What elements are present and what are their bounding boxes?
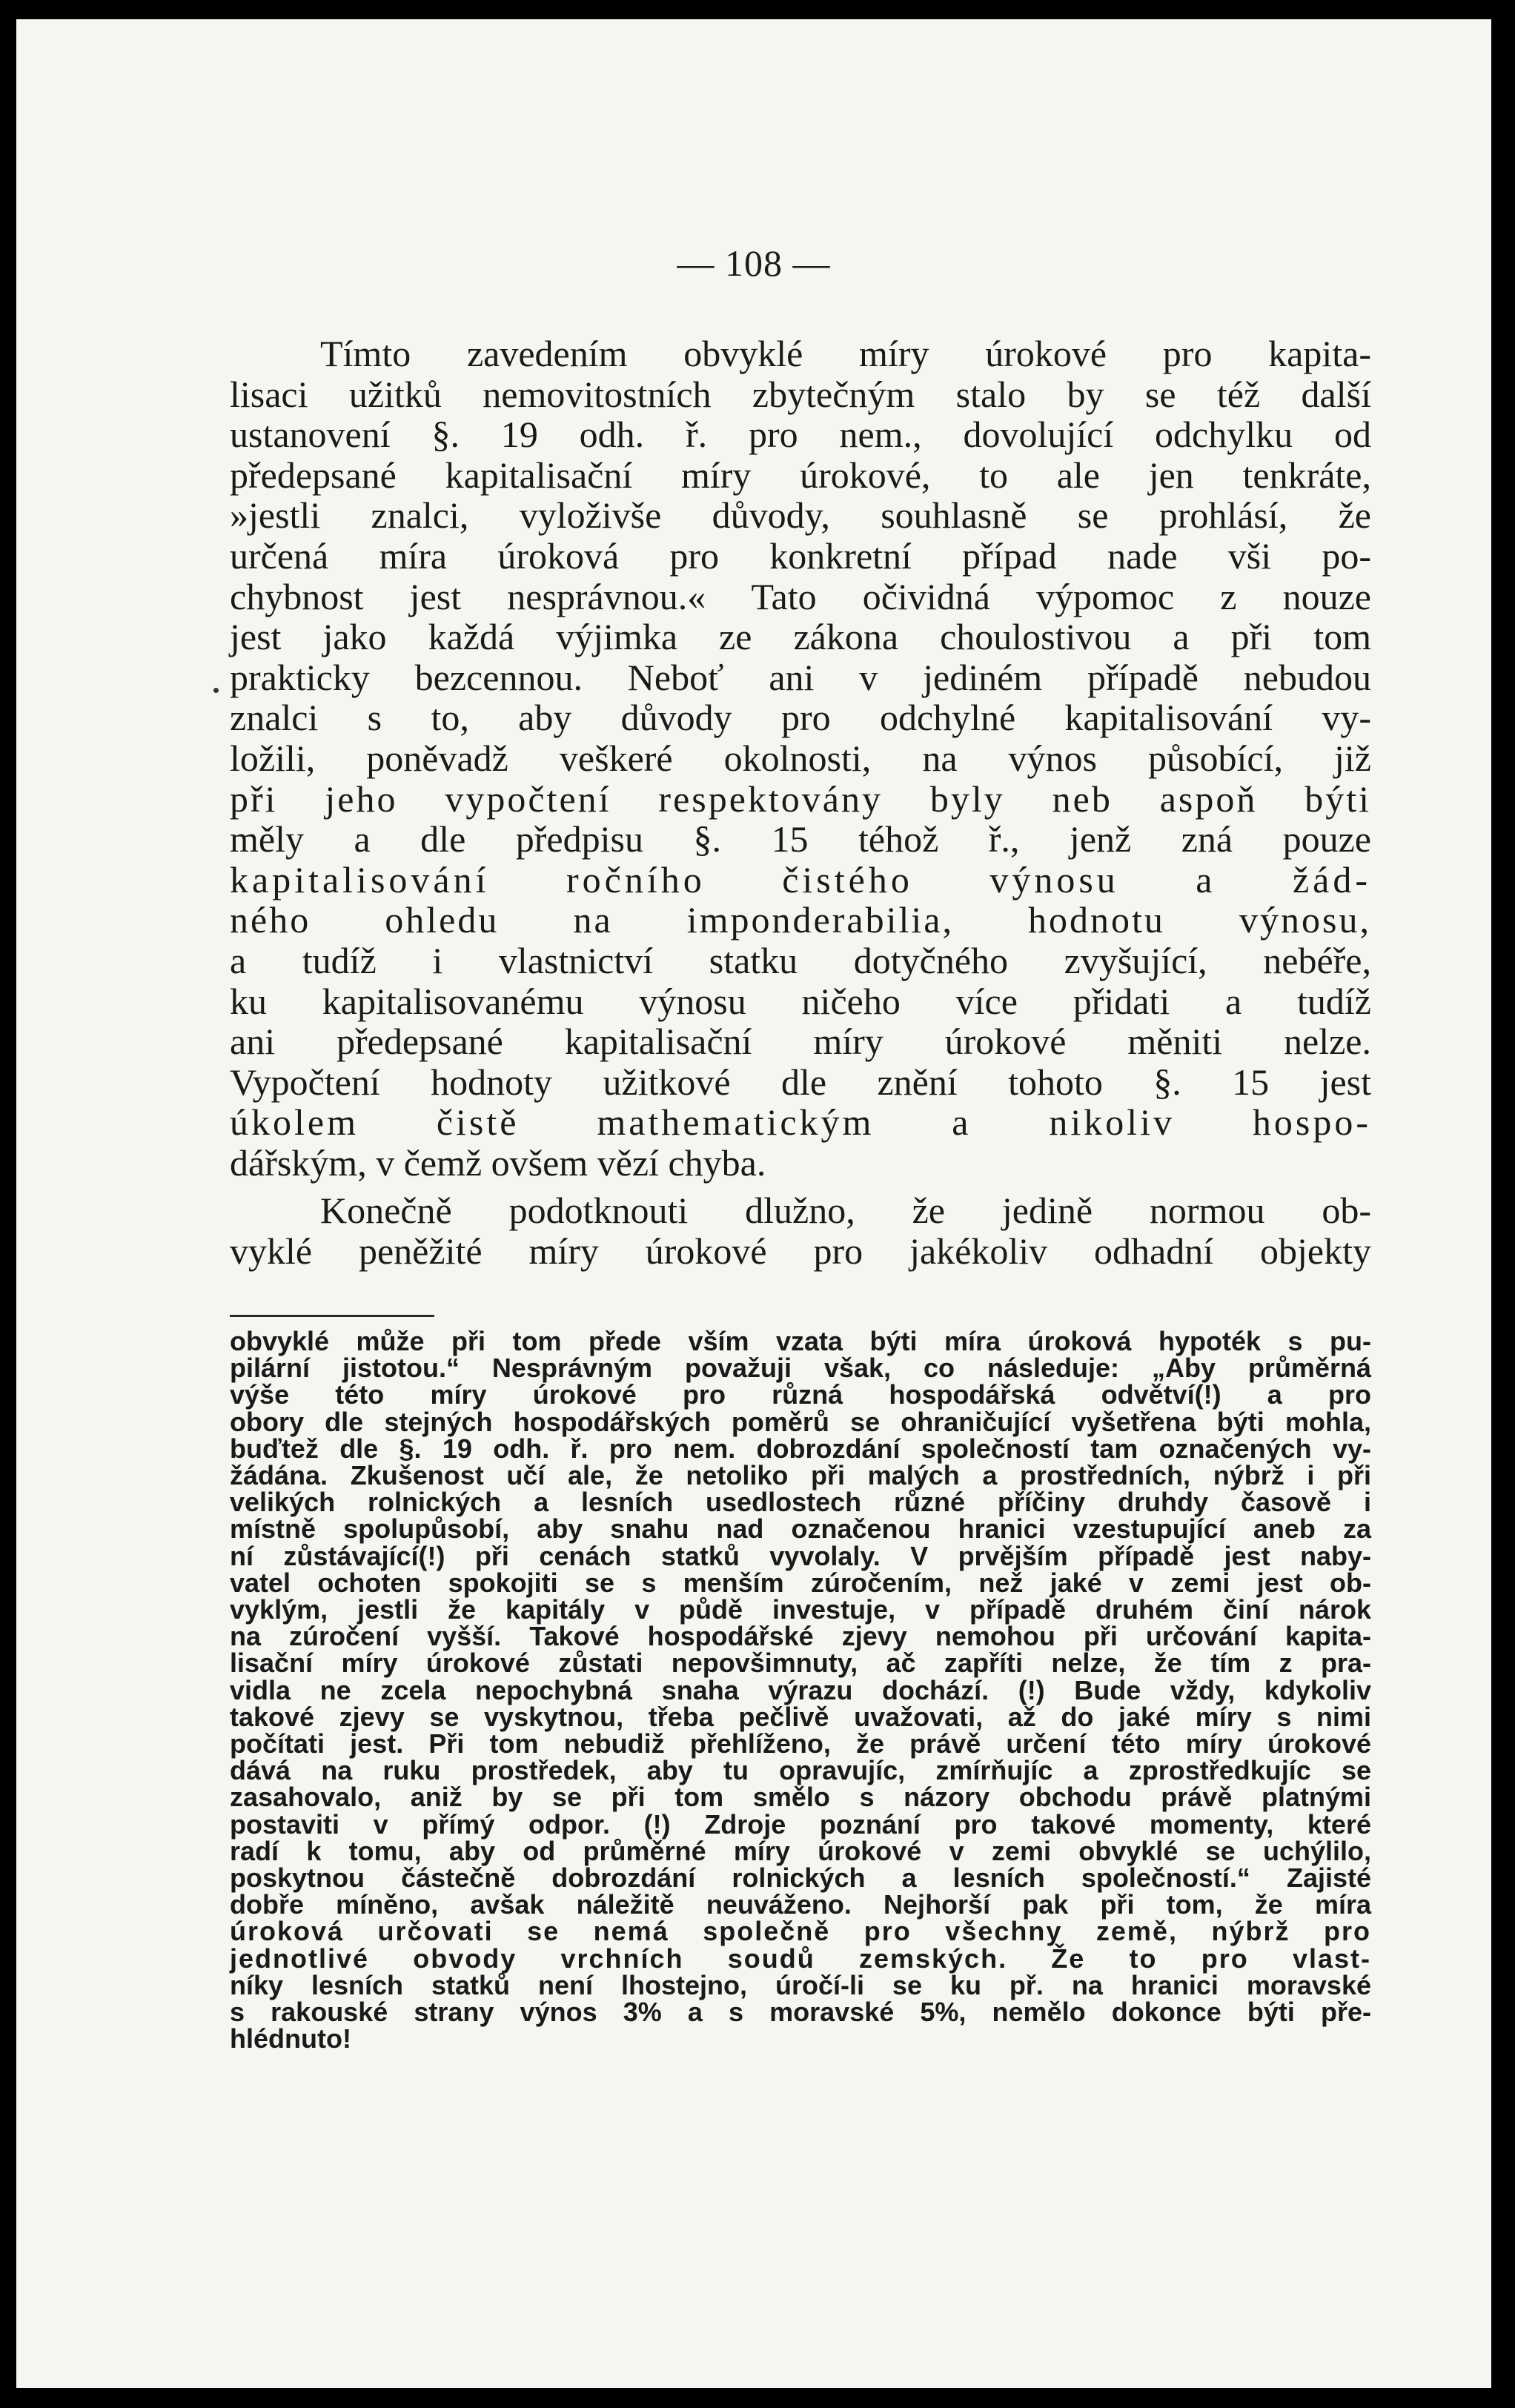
footnote-line: obvyklé může při tom přede vším vzata býti míra úroková hypoték s pu-: [230, 1326, 1371, 1356]
footnote: [230, 1328, 1371, 2052]
footnote-divider: [230, 1315, 434, 1317]
text-line: dářským, v čemž ovšem vězí chyba.: [230, 1141, 766, 1184]
text-line: jest jako každá výjimka ze zákona choulostivou a při tom: [230, 616, 1371, 658]
footnote-line: poskytnou částečně dobrozdání rolnických a lesních společností.“ Zajisté: [230, 1863, 1371, 1894]
text-line: ani předepsané kapitalisační míry úrokové měniti nelze.: [230, 1021, 1371, 1063]
text-line: vyklé peněžité míry úrokové pro jakékoliv odhadní objekty: [230, 1230, 1371, 1272]
text-line: ného ohledu na imponderabilia, hodnotu výnosu,: [230, 899, 1371, 941]
footnote-line: úroková určovati se nemá společně pro všechny země, nýbrž pro: [230, 1916, 1371, 1947]
footnote-line: počítati jest. Při tom nebudiž přehlíženo, že právě určení této míry úrokové: [230, 1728, 1371, 1759]
main-paragraph-2: [230, 1190, 1371, 1271]
footnote-line: dobře míněno, avšak náležitě neuváženo. Nejhorší pak při tom, že míra: [230, 1889, 1371, 1920]
book-page: [16, 19, 1491, 2388]
footnote-line: radí k tomu, aby od průměrné míry úrokové v zemi obvyklé se uchýlilo,: [230, 1835, 1371, 1866]
page-number: — 108 —: [677, 242, 831, 284]
footnote-line: s rakouské strany výnos 3% a s moravské 5%, nemělo dokonce býti pře-: [230, 1997, 1371, 2028]
text-line: při jeho vypočtení respektovány byly neb aspoň býti: [230, 777, 1371, 820]
text-line: Tímto zavedením obvyklé míry úrokové pro kapita-: [320, 333, 1371, 374]
footnote-line: buďtež dle §. 19 odh. ř. pro nem. dobrozdání společností tam označených vy-: [230, 1433, 1371, 1464]
main-paragraph-1: [230, 334, 1371, 1183]
text-line: měly a dle předpisu §. 15 téhož ř., jenž zná pouze: [230, 818, 1371, 860]
text-line: ustanovení §. 19 odh. ř. pro nem., dovolující odchylku od: [230, 414, 1371, 456]
text-line: úkolem čistě mathematickým a nikoliv hospo-: [230, 1101, 1371, 1144]
footnote-line: lisační míry úrokové zůstati nepovšimnuty, ač zapříti nelze, že tím z pra-: [230, 1648, 1371, 1679]
footnote-line: výše této míry úrokové pro různá hospodářská odvětví(!) a pro: [230, 1379, 1371, 1410]
footnote-line: ní zůstávající(!) při cenách statků vyvolaly. V prvějším případě jest naby-: [230, 1540, 1371, 1571]
text-line: prakticky bezcennou. Neboť ani v jediném případě nebudou: [230, 656, 1371, 698]
footnote-line: velikých rolnických a lesních usedlostech různé příčiny druhdy časově i: [230, 1487, 1371, 1518]
text-line: Konečně podotknouti dlužno, že jedině normou ob-: [320, 1190, 1371, 1231]
text-line: »jestli znalci, vyloživše důvody, souhlasně se prohlásí, že: [230, 494, 1371, 537]
text-line: předepsané kapitalisační míry úrokové, to ale jen tenkráte,: [230, 454, 1371, 496]
footnote-line: hlédnuto!: [230, 2023, 351, 2054]
footnote-line: vidla ne zcela nepochybná snaha výrazu dochází. (!) Bude vždy, kdykoliv: [230, 1674, 1371, 1705]
footnote-line: vatel ochoten spokojiti se s menším zúročením, než jaké v zemi jest ob-: [230, 1567, 1371, 1598]
footnote-line: postaviti v přímý odpor. (!) Zdroje poznání pro takové momenty, které: [230, 1808, 1371, 1840]
footnote-line: pilární jistotou.“ Nesprávným považuji však, co následuje: „Aby průměrná: [230, 1353, 1371, 1384]
text-line: a tudíž i vlastnictví statku dotyčného zvyšující, nebéře,: [230, 939, 1371, 981]
text-line: ložili, poněvadž veškeré okolnosti, na výnos působící, již: [230, 737, 1371, 779]
footnote-line: dává na ruku prostředek, aby tu opravujíc, zmírňujíc a zprostředkujíc se: [230, 1755, 1371, 1786]
footnote-line: vyklým, jestli že kapitály v půdě investuje, v případě druhém činí nárok: [230, 1594, 1371, 1625]
footnote-line: obory dle stejných hospodářských poměrů se ohraničující vyšetřena býti mohla,: [230, 1406, 1371, 1437]
footnote-line: takové zjevy se vyskytnou, třeba pečlivě uvažovati, až do jaké míry s nimi: [230, 1701, 1371, 1732]
text-line: Vypočtení hodnoty užitkové dle znění tohoto §. 15 jest: [230, 1061, 1371, 1103]
footnote-line: žádána. Zkušenost učí ale, že netoliko při malých a prostředních, nýbrž i při: [230, 1460, 1371, 1491]
footnote-line: jednotlivé obvody vrchních soudů zemských. Že to pro vlast-: [230, 1943, 1371, 1974]
text-line: kapitalisování ročního čistého výnosu a žád-: [230, 858, 1371, 900]
margin-mark: [213, 688, 219, 693]
footnote-line: na zúročení vyšší. Takové hospodářské zjevy nemohou při určování kapita-: [230, 1621, 1371, 1652]
footnote-line: zasahovalo, aniž by se při tom smělo s názory obchodu právě platnými: [230, 1782, 1371, 1813]
text-line: ku kapitalisovanému výnosu ničeho více přidati a tudíž: [230, 980, 1371, 1022]
footnote-line: místně spolupůsobí, aby snahu nad označenou hranici vzestupující aneb za: [230, 1513, 1371, 1545]
text-line: znalci s to, aby důvody pro odchylné kapitalisování vy-: [230, 697, 1371, 739]
text-line: chybnost jest nesprávnou.« Tato očividná výpomoc z nouze: [230, 575, 1371, 617]
footnote-line: níky lesních statků není lhostejno, úročí-li se ku př. na hranici moravské: [230, 1969, 1371, 2000]
text-line: určená míra úroková pro konkretní případ nade vši po-: [230, 534, 1371, 577]
text-line: lisaci užitků nemovitostních zbytečným stalo by se též další: [230, 373, 1371, 415]
